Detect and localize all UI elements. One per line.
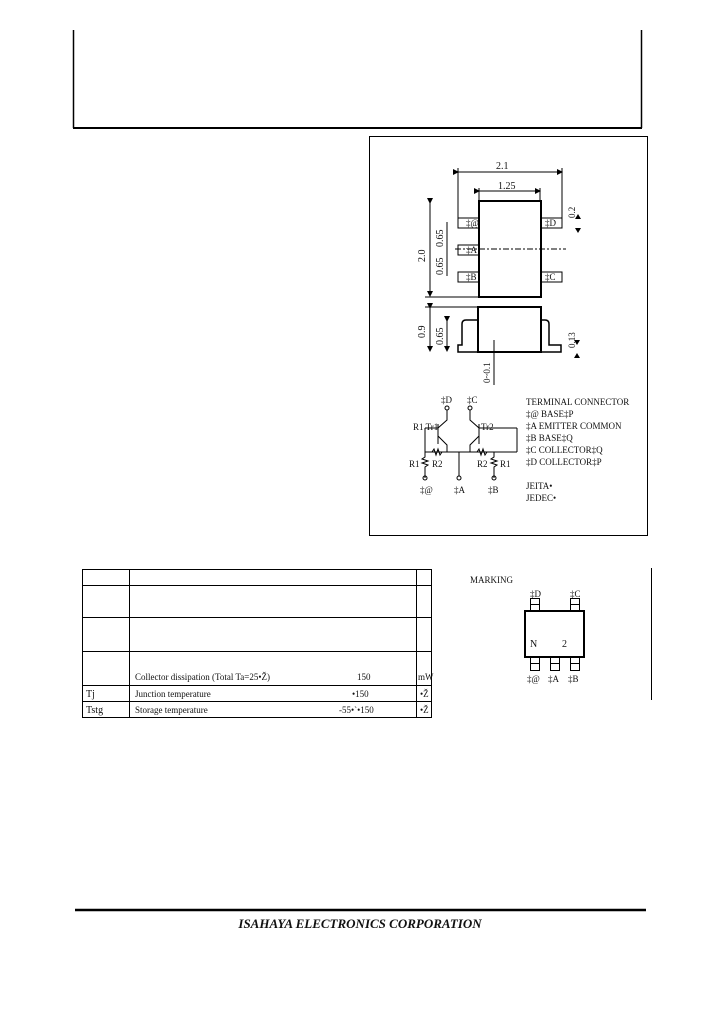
ratings-table (82, 569, 434, 718)
label-tr1: R1 Tr1 (413, 422, 439, 432)
marking-pin-1: ‡@ (527, 674, 540, 684)
cell-value: -55•`•150 (339, 705, 374, 715)
marking-code-1: N (530, 639, 538, 650)
cell-symbol: Tj (86, 689, 95, 700)
circuit-pin-d: ‡D (441, 395, 452, 405)
dim-height-total: 2.0 (417, 249, 428, 262)
dim-standoff: 0.65 (435, 327, 446, 345)
terminal-item: ‡D COLLECTOR‡P (526, 457, 602, 467)
dim-body-width: 1.25 (498, 181, 516, 192)
marking-pin-c: ‡C (570, 589, 581, 599)
label-r1-left: R1 (409, 459, 420, 469)
jeita-label: JEITA• (526, 481, 553, 491)
marking-title: MARKING (470, 575, 514, 585)
marking-pin-2: ‡A (548, 674, 559, 684)
cell-value: 150 (357, 672, 371, 682)
header-frame (73, 30, 642, 128)
label-r2-left: R2 (432, 459, 443, 469)
dim-thickness: 0.9 (417, 325, 428, 338)
package-top-view (417, 161, 581, 297)
cell-symbol: Tstg (86, 705, 104, 716)
dim-pitch-1: 0.65 (435, 229, 446, 247)
label-r2-right: R2 (477, 459, 488, 469)
dim-lead-thickness: 0.13 (567, 332, 577, 348)
cell-param: Junction temperature (135, 689, 211, 699)
package-side-view (417, 307, 580, 385)
circuit-pin-3: ‡B (488, 485, 499, 495)
outline-panel (370, 137, 648, 536)
cell-param: Storage temperature (135, 705, 208, 715)
terminal-connector-list (526, 397, 629, 503)
terminal-item: ‡C COLLECTOR‡Q (526, 445, 603, 455)
pin-5-label: ‡D (545, 218, 556, 228)
cell-unit: •Ž (420, 705, 429, 715)
cell-value: •150 (352, 689, 369, 699)
pin-1-label: ‡@ (466, 218, 479, 228)
circuit-pin-c: ‡C (467, 395, 478, 405)
label-r1-right: R1 (500, 459, 511, 469)
equivalent-circuit (409, 395, 517, 495)
table-row (86, 705, 429, 716)
label-tr2: Tr2 (481, 422, 494, 432)
table-row (86, 689, 429, 700)
footer-company: ISAHAYA ELECTRONICS CORPORATION (238, 916, 482, 931)
terminal-title: TERMINAL CONNECTOR (526, 397, 630, 407)
dim-clearance: 0~0.1 (482, 362, 492, 383)
dim-width-total: 2.1 (496, 161, 509, 172)
marking-code-2: 2 (562, 639, 567, 650)
circuit-pin-1: ‡@ (420, 485, 433, 495)
marking-pin-3: ‡B (568, 674, 579, 684)
terminal-item: ‡A EMITTER COMMON (526, 421, 622, 431)
marking-pin-d: ‡D (530, 589, 541, 599)
pin-3-label: ‡B (466, 272, 477, 282)
cell-unit: •Ž (420, 689, 429, 699)
terminal-item: ‡@ BASE‡P (526, 409, 574, 419)
cell-param: Collector dissipation (Total Ta=25•Ž) (135, 672, 271, 682)
pin-2-label: ‡A (466, 245, 477, 255)
pin-4-label: ‡C (545, 272, 556, 282)
cell-unit: mW (418, 672, 434, 682)
jedec-label: JEDEC• (526, 493, 557, 503)
terminal-item: ‡B BASE‡Q (526, 433, 573, 443)
circuit-pin-2: ‡A (454, 485, 465, 495)
marking-diagram (470, 568, 652, 700)
dim-pitch-2: 0.65 (435, 257, 446, 275)
table-row (135, 672, 434, 682)
dim-lead-width: 0.2 (567, 206, 577, 218)
